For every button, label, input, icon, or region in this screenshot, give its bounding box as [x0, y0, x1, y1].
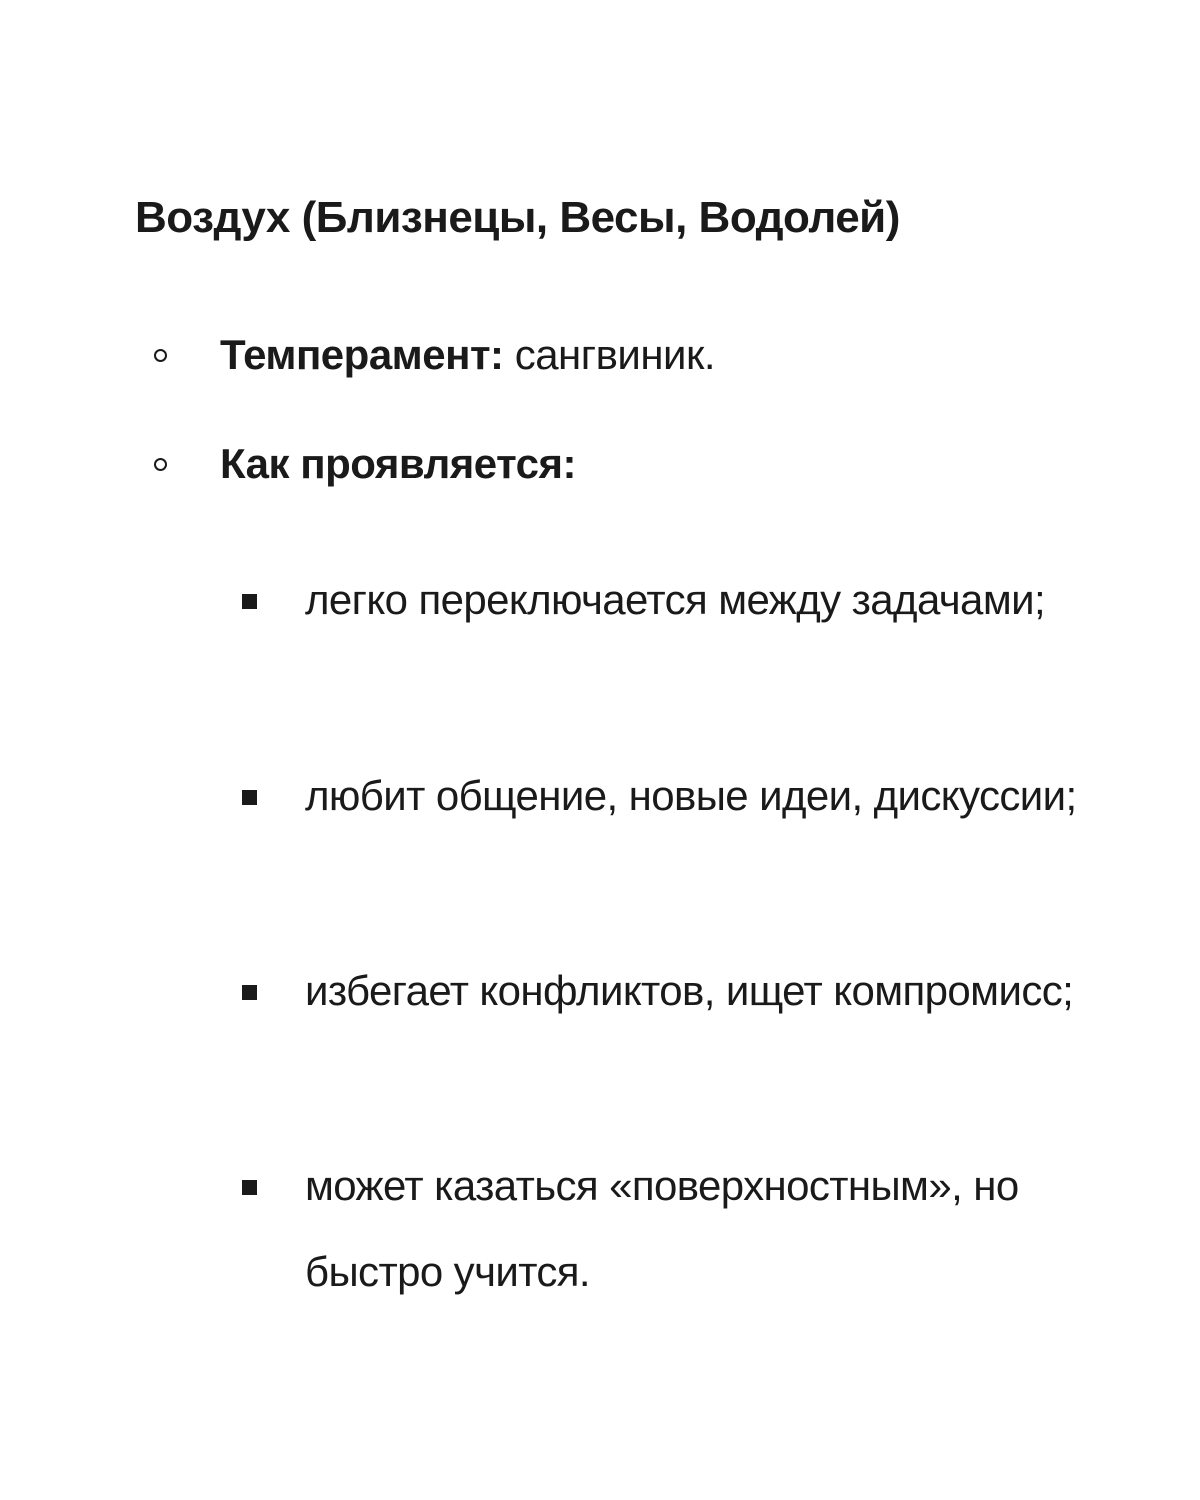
list-item-value: сангвиник.	[503, 331, 716, 378]
sublist-item-text: легко переключается между задачами;	[305, 576, 1046, 623]
filled-square-bullet-icon	[242, 594, 257, 609]
filled-square-bullet-icon	[242, 1180, 257, 1195]
sublist-item-text: любит общение, новые идеи, дискуссии;	[305, 772, 1077, 819]
sublist-item-text: избегает конфликтов, ищет компромисс;	[305, 967, 1074, 1014]
filled-square-bullet-icon	[242, 790, 257, 805]
hollow-circle-bullet-icon	[154, 458, 167, 471]
list-item-text	[220, 325, 715, 385]
filled-square-bullet-icon	[242, 985, 257, 1000]
list-item-label: Как проявляется:	[220, 440, 576, 487]
list-item-temperament	[0, 325, 1200, 385]
section-heading: Воздух (Близнецы, Весы, Водолей)	[135, 193, 900, 242]
sublist-item-text: может казаться «поверхностным», но быстро учится.	[305, 1162, 1019, 1295]
list-item-label: Темперамент:	[220, 331, 504, 378]
list-item-manifestation	[0, 434, 1200, 494]
hollow-circle-bullet-icon	[154, 349, 167, 362]
list-item-text	[220, 434, 576, 494]
